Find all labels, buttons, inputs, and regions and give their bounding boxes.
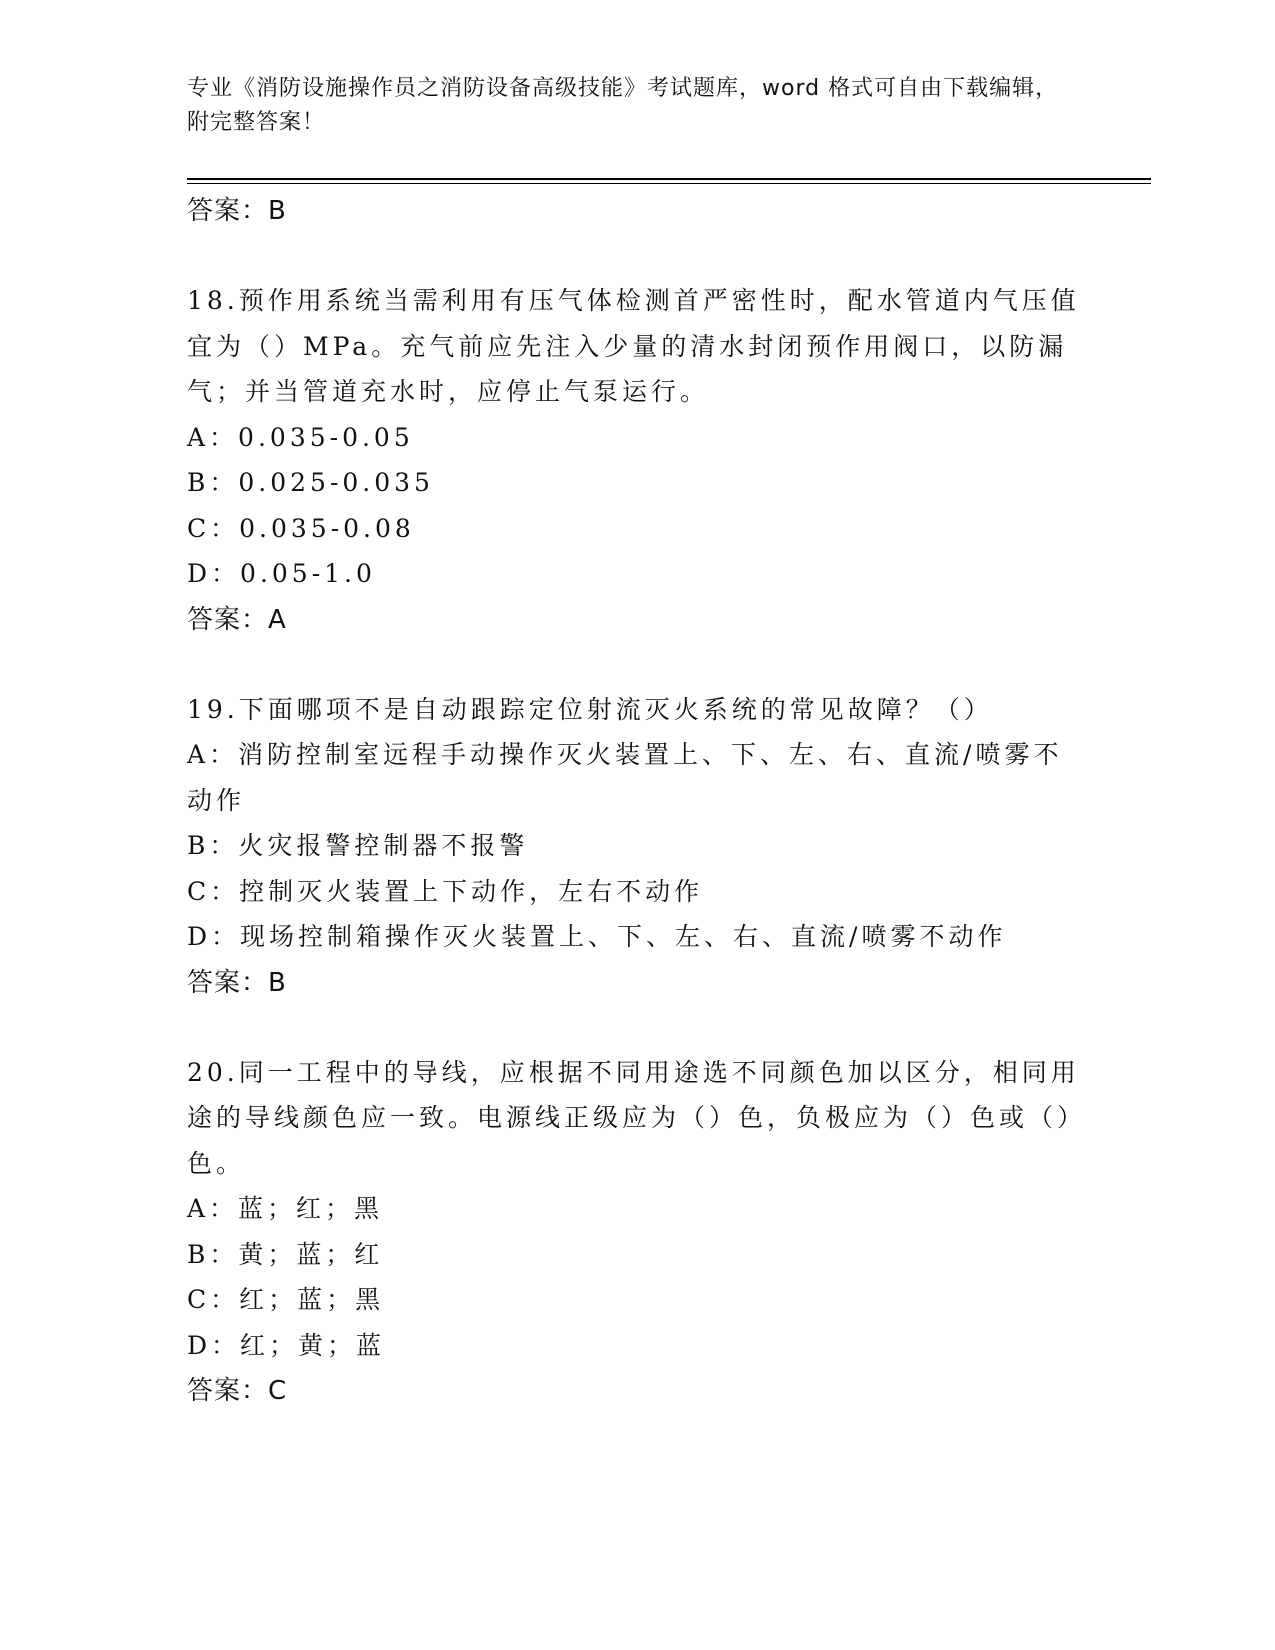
question-stem: 19.下面哪项不是自动跟踪定位射流灭火系统的常见故障？（） [187,694,993,724]
option-c: C：控制灭火装置上下动作，左右不动作 [187,876,704,906]
option-d: D：红；黄；蓝 [187,1330,386,1360]
question-block-18 [187,278,1087,643]
option-a: A：蓝；红；黑 [187,1194,384,1223]
option-c: C：0.035-0.08 [187,513,415,543]
page-header: 专业《消防设施操作员之消防设备高级技能》考试题库，word 格式可自由下载编辑，附完整答案！ [187,76,1059,135]
question-block-20 [187,1050,1087,1415]
answer-line: 答案：B [187,967,287,998]
option-b: B：黄；蓝；红 [187,1239,384,1269]
answer-line: 答案：A [187,604,287,635]
question-stem: 18.预作用系统当需利用有压气体检测首严密性时，配水管道内气压值宜为（）MPa。充气前应先注入少量的清水封闭预作用阀口，以防漏气；并当管道充水时，应停止气泵运行。 [187,286,1080,406]
option-a: A：0.035-0.05 [187,422,414,452]
answer-line: 答案：B [187,196,287,226]
option-a: A：消防控制室远程手动操作灭火装置上、下、左、右、直流/喷雾不动作 [187,740,1063,815]
option-c: C：红；蓝；黑 [187,1285,385,1314]
option-d: D：0.05-1.0 [187,559,376,588]
answer-line: 答案：C [187,1376,288,1406]
header-rule-thin [187,183,1151,184]
question-stem: 20.同一工程中的导线，应根据不同用途选不同颜色加以区分，相同用途的导线颜色应一致。电源线正级应为（）色，负极应为（）色或（）色。 [187,1057,1087,1178]
document-body [187,188,1087,1414]
option-b: B：0.025-0.035 [187,468,434,497]
option-d: D：现场控制箱操作灭火装置上、下、左、右、直流/喷雾不动作 [187,922,1007,951]
option-b: B：火灾报警控制器不报警 [187,831,529,860]
header-rule-thick [187,178,1151,180]
question-block-19 [187,687,1087,1006]
